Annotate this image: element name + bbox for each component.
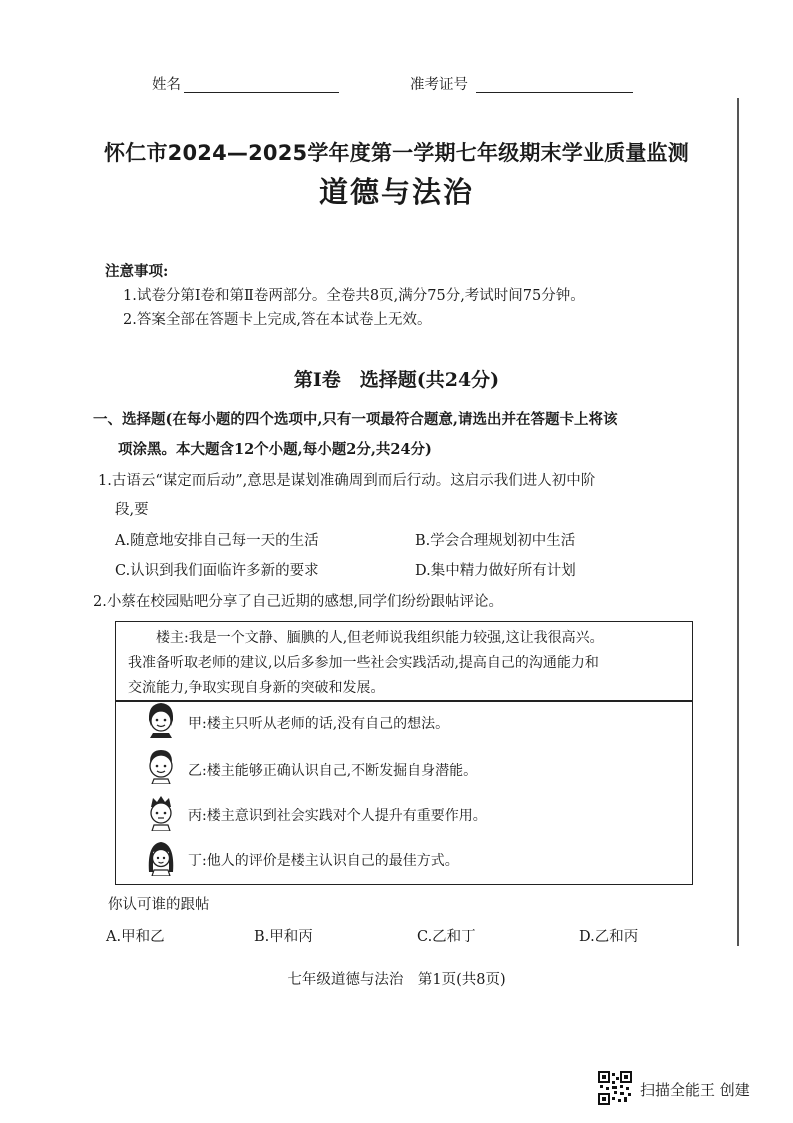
qr-code-icon [598,1071,632,1105]
post-line-2: 我准备听取老师的建议,以后多参加一些社会实践活动,提高自己的沟通能力和 [128,655,599,671]
q1-option-c: C.认识到我们面临许多新的要求 [115,563,319,579]
boy-spiky-avatar-icon [144,793,178,831]
exam-title: 怀仁市2024—2025学年度第一学期七年级期末学业质量监测 [104,141,689,165]
q2-option-c: C.乙和丁 [417,929,476,945]
name-label: 姓名 [152,77,181,93]
post-line-3: 交流能力,争取实现自身新的突破和发展。 [128,680,385,696]
boy-avatar-icon [144,746,178,784]
girl-avatar-icon [144,700,178,738]
q2-stem: 2.小蔡在校园贴吧分享了自己近期的感想,同学们纷纷跟帖评论。 [93,594,503,610]
q1-option-a: A.随意地安排自己每一天的生活 [115,533,319,549]
exam-number-label: 准考证号 [410,77,468,93]
q2-ask: 你认可谁的跟帖 [108,897,210,913]
q1-stem-line1: 1.古语云“谋定而后动”,意思是谋划准确周到而后行动。这启示我们进人初中阶 [98,473,596,489]
exam-number-blank-line [476,76,633,93]
q2-option-d: D.乙和丙 [579,929,639,945]
notice-item-2: 2.答案全部在答题卡上完成,答在本试卷上无效。 [123,312,432,328]
forum-post-box [115,621,693,885]
page-footer: 七年级道德与法治 第1页(共8页) [287,972,506,988]
scanner-watermark: 扫描全能王 创建 [640,1081,750,1099]
reply-bing: 丙:楼主意识到社会实践对个人提升有重要作用。 [188,808,487,824]
girl-long-hair-avatar-icon [144,838,178,876]
q2-option-a: A.甲和乙 [106,929,165,945]
reply-yi: 乙:楼主能够正确认识自己,不断发掘自身潜能。 [188,763,478,779]
forum-post [128,626,684,701]
q1-option-b: B.学会合理规划初中生活 [415,533,576,549]
subject-title: 道德与法治 [318,175,474,209]
section-instruction-line2: 项涂黑。本大题含12个小题,每小题2分,共24分) [118,441,432,458]
name-blank-line [184,76,339,93]
section-instruction-line1: 一、选择题(在每小题的四个选项中,只有一项最符合题意,请选出并在答题卡上将该 [93,411,618,428]
q1-stem-line2: 段,要 [115,502,149,518]
notice-heading: 注意事项: [105,263,169,280]
q1-option-d: D.集中精力做好所有计划 [415,563,576,579]
post-divider [116,700,692,702]
q2-option-b: B.甲和丙 [254,929,313,945]
section-title: 第Ⅰ卷 选择题(共24分) [293,369,500,391]
notice-item-1: 1.试卷分第Ⅰ卷和第Ⅱ卷两部分。全卷共8页,满分75分,考试时间75分钟。 [123,288,585,304]
reply-ding: 丁:他人的评价是楼主认识自己的最佳方式。 [188,853,459,869]
post-line-1: 楼主:我是一个文静、腼腆的人,但老师说我组织能力较强,这让我很高兴。 [128,630,604,646]
reply-jia: 甲:楼主只听从老师的话,没有自己的想法。 [188,716,450,732]
margin-rule [737,98,739,946]
